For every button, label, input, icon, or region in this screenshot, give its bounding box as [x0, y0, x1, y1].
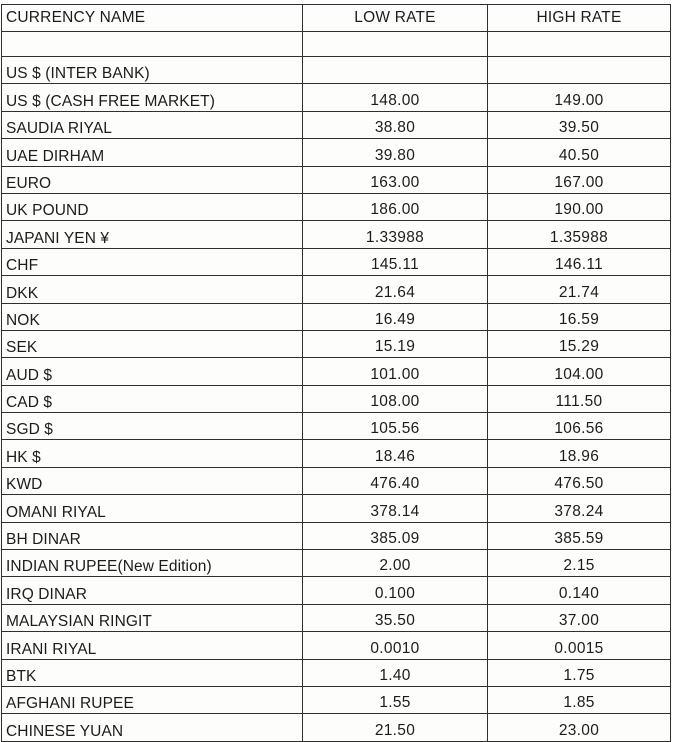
column-header-low-rate: LOW RATE: [303, 5, 488, 32]
currency-name-cell: HK $: [2, 440, 303, 467]
low-rate-cell: 2.00: [303, 550, 488, 577]
low-rate-cell: 163.00: [303, 166, 488, 193]
low-rate-cell: 18.46: [303, 440, 488, 467]
table-row: [2, 495, 671, 522]
column-header-currency-name: CURRENCY NAME: [2, 5, 303, 32]
currency-name-cell: JAPANI YEN ¥: [2, 221, 303, 248]
low-rate-cell: 39.80: [303, 139, 488, 166]
low-rate-cell: 101.00: [303, 358, 488, 385]
low-rate-cell: 148.00: [303, 84, 488, 111]
currency-name-cell: US $ (INTER BANK): [2, 57, 303, 84]
currency-name-cell: SEK: [2, 330, 303, 357]
currency-name-cell: IRANI RIYAL: [2, 632, 303, 659]
table-row: [2, 632, 671, 659]
table-row: [2, 440, 671, 467]
high-rate-cell: 0.140: [488, 577, 671, 604]
high-rate-cell: 37.00: [488, 604, 671, 631]
table-header: [2, 5, 671, 32]
high-rate-cell: 167.00: [488, 166, 671, 193]
table-row: [2, 659, 671, 686]
currency-name-cell: CHINESE YUAN: [2, 714, 303, 741]
low-rate-cell: 21.64: [303, 276, 488, 303]
low-rate-cell: [303, 32, 488, 57]
high-rate-cell: 39.50: [488, 111, 671, 138]
table-row: [2, 467, 671, 494]
low-rate-cell: 35.50: [303, 604, 488, 631]
currency-name-cell: OMANI RIYAL: [2, 495, 303, 522]
low-rate-cell: 1.55: [303, 686, 488, 713]
currency-name-cell: MALAYSIAN RINGIT: [2, 604, 303, 631]
high-rate-cell: 149.00: [488, 84, 671, 111]
low-rate-cell: 476.40: [303, 467, 488, 494]
table-row: [2, 522, 671, 549]
table-body: [2, 32, 671, 742]
table-row: [2, 413, 671, 440]
high-rate-cell: 23.00: [488, 714, 671, 741]
table-row: [2, 604, 671, 631]
table-row: [2, 84, 671, 111]
table-row: [2, 686, 671, 713]
table-row: [2, 221, 671, 248]
low-rate-cell: 15.19: [303, 330, 488, 357]
table-row: [2, 32, 671, 57]
currency-name-cell: NOK: [2, 303, 303, 330]
table-row: [2, 111, 671, 138]
currency-name-cell: KWD: [2, 467, 303, 494]
high-rate-cell: 476.50: [488, 467, 671, 494]
currency-name-cell: AUD $: [2, 358, 303, 385]
currency-name-cell: AFGHANI RUPEE: [2, 686, 303, 713]
currency-name-cell: BTK: [2, 659, 303, 686]
column-header-high-rate: HIGH RATE: [488, 5, 671, 32]
low-rate-cell: 0.100: [303, 577, 488, 604]
table-row: [2, 303, 671, 330]
table-row: [2, 550, 671, 577]
low-rate-cell: 0.0010: [303, 632, 488, 659]
low-rate-cell: 38.80: [303, 111, 488, 138]
currency-name-cell: BH DINAR: [2, 522, 303, 549]
currency-name-cell: SGD $: [2, 413, 303, 440]
low-rate-cell: 145.11: [303, 248, 488, 275]
table-row: [2, 358, 671, 385]
high-rate-cell: 104.00: [488, 358, 671, 385]
high-rate-cell: [488, 32, 671, 57]
header-row: [2, 5, 671, 32]
high-rate-cell: 378.24: [488, 495, 671, 522]
high-rate-cell: 21.74: [488, 276, 671, 303]
high-rate-cell: 0.0015: [488, 632, 671, 659]
high-rate-cell: 106.56: [488, 413, 671, 440]
currency-name-cell: UK POUND: [2, 193, 303, 220]
low-rate-cell: 108.00: [303, 385, 488, 412]
currency-name-cell: IRQ DINAR: [2, 577, 303, 604]
table-row: [2, 577, 671, 604]
high-rate-cell: 385.59: [488, 522, 671, 549]
table-row: [2, 57, 671, 84]
low-rate-cell: 1.33988: [303, 221, 488, 248]
high-rate-cell: 190.00: [488, 193, 671, 220]
high-rate-cell: 1.75: [488, 659, 671, 686]
low-rate-cell: 1.40: [303, 659, 488, 686]
high-rate-cell: 146.11: [488, 248, 671, 275]
currency-rates-table: [1, 4, 671, 742]
low-rate-cell: 378.14: [303, 495, 488, 522]
table-row: [2, 330, 671, 357]
high-rate-cell: 18.96: [488, 440, 671, 467]
currency-name-cell: UAE DIRHAM: [2, 139, 303, 166]
low-rate-cell: [303, 57, 488, 84]
low-rate-cell: 186.00: [303, 193, 488, 220]
high-rate-cell: 1.85: [488, 686, 671, 713]
currency-name-cell: EURO: [2, 166, 303, 193]
low-rate-cell: 16.49: [303, 303, 488, 330]
high-rate-cell: 111.50: [488, 385, 671, 412]
table-row: [2, 385, 671, 412]
high-rate-cell: 2.15: [488, 550, 671, 577]
currency-name-cell: SAUDIA RIYAL: [2, 111, 303, 138]
high-rate-cell: [488, 57, 671, 84]
high-rate-cell: 1.35988: [488, 221, 671, 248]
table-row: [2, 166, 671, 193]
table-row: [2, 139, 671, 166]
currency-rate-sheet: [0, 4, 672, 742]
high-rate-cell: 16.59: [488, 303, 671, 330]
high-rate-cell: 40.50: [488, 139, 671, 166]
table-row: [2, 193, 671, 220]
currency-name-cell: [2, 32, 303, 57]
currency-name-cell: INDIAN RUPEE(New Edition): [2, 550, 303, 577]
table-row: [2, 714, 671, 741]
currency-name-cell: DKK: [2, 276, 303, 303]
currency-name-cell: CHF: [2, 248, 303, 275]
low-rate-cell: 385.09: [303, 522, 488, 549]
low-rate-cell: 105.56: [303, 413, 488, 440]
table-row: [2, 248, 671, 275]
table-row: [2, 276, 671, 303]
high-rate-cell: 15.29: [488, 330, 671, 357]
currency-name-cell: US $ (CASH FREE MARKET): [2, 84, 303, 111]
currency-name-cell: CAD $: [2, 385, 303, 412]
low-rate-cell: 21.50: [303, 714, 488, 741]
